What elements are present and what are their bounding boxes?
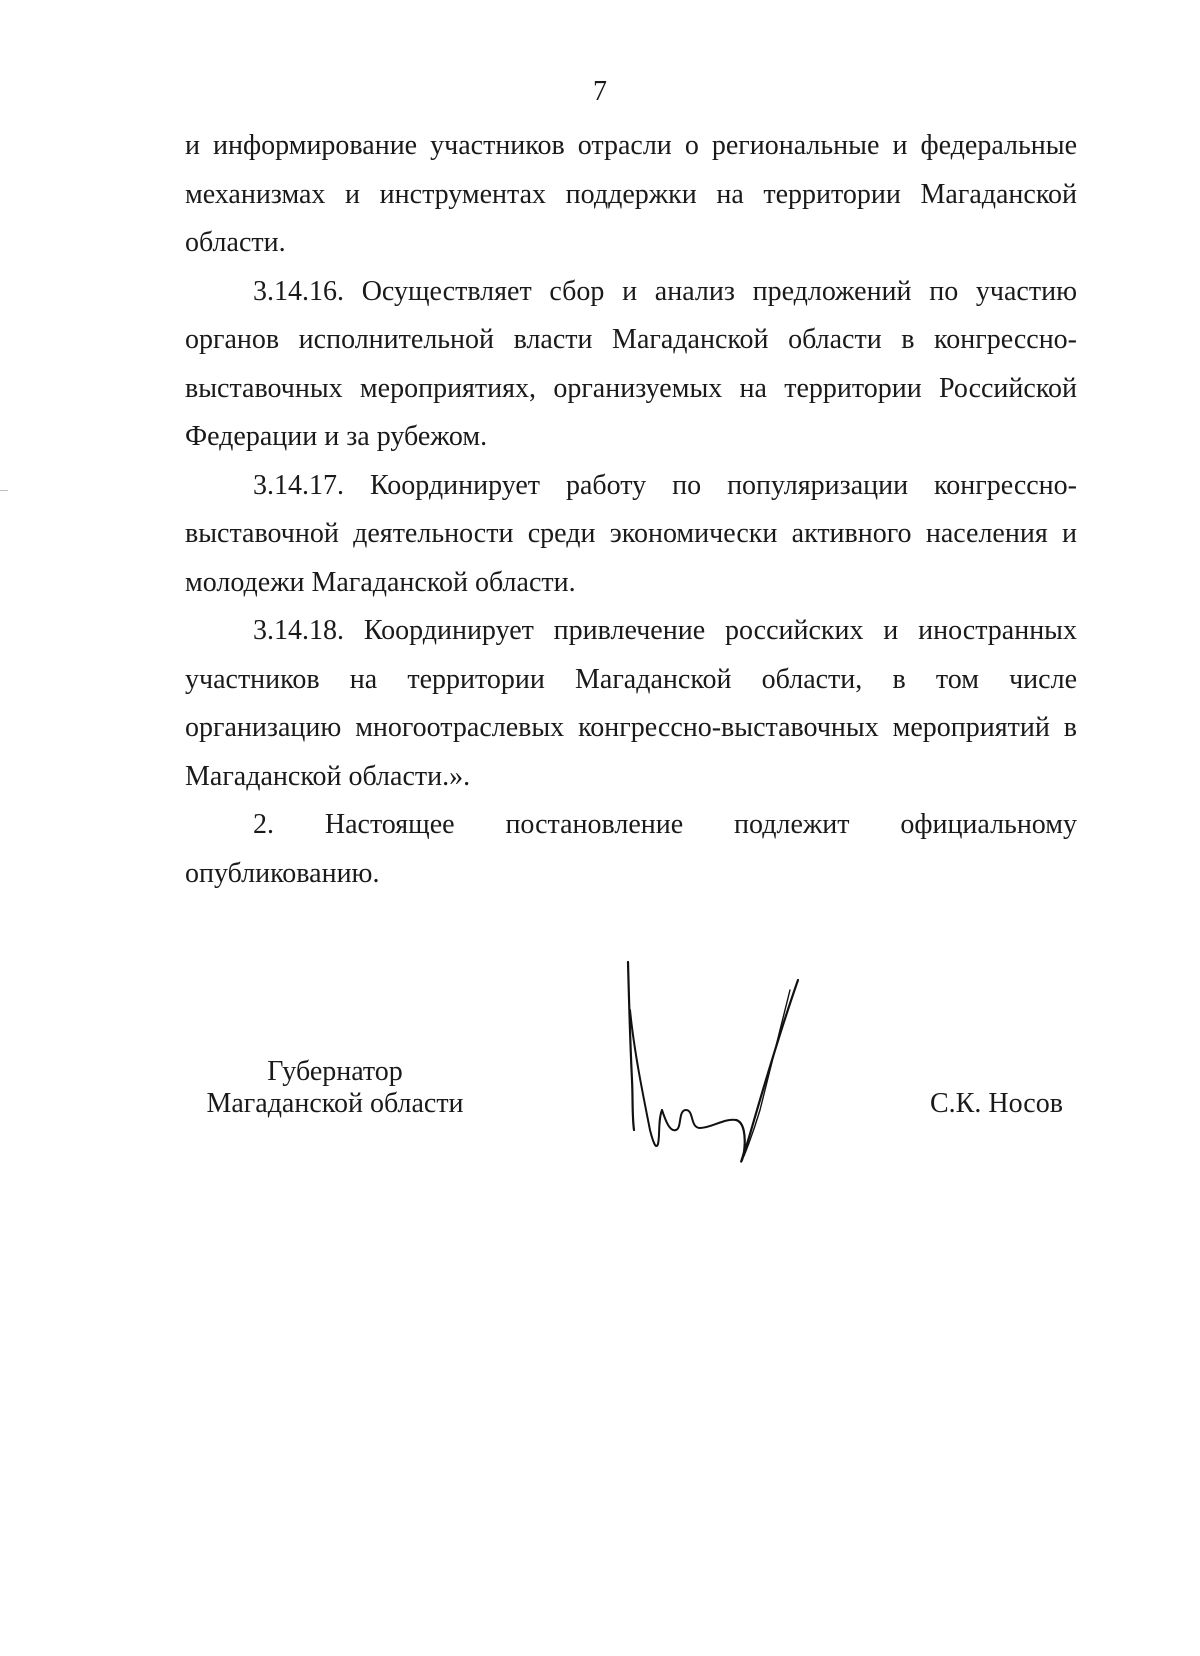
paragraph-publication: 2. Настоящее постановление подлежит официальному опубликованию. [185,809,1077,889]
signatory-name: С.К. Носов [930,1088,1063,1119]
signatory-position [185,1056,485,1120]
handwritten-signature [620,960,820,1180]
paragraph-3-14-16: 3.14.16. Осуществляет сбор и анализ предложений по участию органов исполнительной власти Магаданской области в конгрессно-выставочных мероприятиях, организуемых на территории Российской Федерации и за рубежом. [185,275,1077,452]
document-body [185,122,1077,898]
paragraph-3-14-17: 3.14.17. Координирует работу по популяризации конгрессно-выставочной деятельности среди экономически активного населения и молодежи Магаданской области. [185,469,1077,598]
scan-edge-mark [0,490,8,491]
signatory-position-region: Магаданской области [206,1088,464,1119]
signatory-position-title: Губернатор [267,1056,403,1087]
paragraph-3-14-18: 3.14.18. Координирует привлечение российских и иностранных участников на территории Магаданской области, в том числе организацию многоотраслевых конгрессно-выставочных мероприятий в Магаданской области.». [185,615,1077,792]
paragraph-continuation: и информирование участников отрасли о региональные и федеральные механизмах и инструментах поддержки на территории Магаданской области. [185,130,1077,258]
page-number: 7 [593,76,607,107]
